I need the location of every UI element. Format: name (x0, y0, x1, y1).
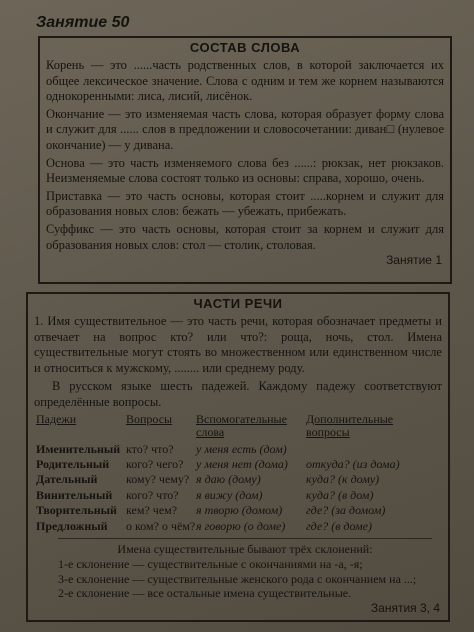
header-cell: Вопросы (126, 411, 173, 426)
header-cell: Дополнительные вопросы (306, 411, 394, 439)
table-row (36, 519, 440, 534)
helper-words: я вижу (дом) (196, 487, 263, 502)
section-title: ЧАСТИ РЕЧИ (193, 296, 283, 311)
case-name: Родительный (36, 456, 110, 471)
table-row (36, 488, 440, 503)
extra-questions: где? (за домом) (306, 503, 386, 518)
table-header (36, 413, 440, 439)
table-row (36, 457, 440, 472)
section-title: СОСТАВ СЛОВА (189, 40, 301, 55)
case-name: Винительный (36, 487, 113, 502)
extra-questions (306, 442, 426, 457)
helper-words: я творю (домом) (196, 503, 283, 518)
case-questions: кого? что? (126, 487, 179, 502)
helper-words: я говорю (о доме) (196, 518, 286, 533)
lesson-label: Занятия 3, 4 (370, 601, 440, 616)
helper-words: я даю (дому) (196, 472, 261, 487)
table-row (36, 442, 440, 457)
header-cell: Вспомогательные слова (196, 411, 287, 439)
paragraph-prefix: Приставка — это часть основы, которая стоит .....корнем и служит для образования новых слов: бежать — убежать, прибежать. (46, 188, 444, 219)
table-row (36, 503, 440, 518)
paragraph-cases: В русском языке шесть падежей. Каждому падежу соответствуют определённые вопросы. (34, 379, 442, 409)
case-questions: кого? чего? (126, 456, 184, 471)
paragraph-stem: Основа — это часть изменяемого слова без ......: рюкзак, нет рюкзаков. Неизменяемые слова состоят только из основы: справа, хорошо, очень. (46, 155, 444, 186)
case-name: Предложный (36, 518, 108, 533)
case-questions: кто? что? (126, 441, 174, 456)
declension-item: 2-е склонение — все остальные имена существительные. (58, 586, 352, 601)
declension-item: 3-е склонение — существительные женского рода с окончанием на ...; (58, 571, 417, 586)
parts-of-speech-box (26, 292, 450, 622)
declension-item: 1-е склонение — существительные с окончаниями на -а, -я; (58, 556, 363, 571)
helper-words: у меня нет (дома) (196, 456, 288, 471)
paragraph-root: Корень — это ......часть родственных слов, в которой заключается их общее лексическое значение. Слова с одним и тем же корнем называются однокоренными: лиса, лисий, лисёнок. (46, 58, 444, 104)
lesson-label: Занятие 1 (386, 253, 442, 268)
case-name: Дательный (36, 472, 98, 487)
paragraph-suffix: Суффикс — это часть основы, которая стоит за корнем и служит для образования новых слов: стол — столик, столовая. (46, 221, 444, 252)
case-name: Творительный (36, 503, 117, 518)
cases-table (36, 413, 440, 534)
paragraph-noun: 1. Имя существительное — это часть речи, которая обозначает предметы и отвечает на вопрос кто? или что?: роща, ночь, стол. Имена существительные могут стоять во множественном или единственном числе и относиться к мужскому, ........ или среднему роду. (34, 314, 442, 375)
extra-questions: где? (в доме) (306, 518, 373, 533)
paragraph-ending: Окончание — это изменяемая часть слова, которая образует форму слова и служит для ...... слов в предложении и словосочетании: диван□ (нулевое окончание) — у дивана. (46, 106, 444, 152)
extra-questions: откуда? (из дома) (306, 456, 400, 471)
declensions-heading: Имена существительные бывают трёх склонений: (117, 542, 373, 556)
word-structure-box (38, 36, 452, 284)
declensions-block (58, 538, 432, 601)
case-questions: кому? чему? (126, 472, 190, 487)
extra-questions: куда? (к дому) (306, 472, 380, 487)
page-header: Занятие 50 (36, 14, 130, 31)
header-cell: Падежи (36, 411, 77, 426)
case-questions: о ком? о чём? (126, 518, 196, 533)
case-questions: кем? чем? (126, 503, 178, 518)
case-name: Именительный (36, 441, 121, 456)
extra-questions: куда? (в дом) (306, 487, 374, 502)
table-row (36, 472, 440, 487)
helper-words: у меня есть (дом) (196, 441, 287, 456)
